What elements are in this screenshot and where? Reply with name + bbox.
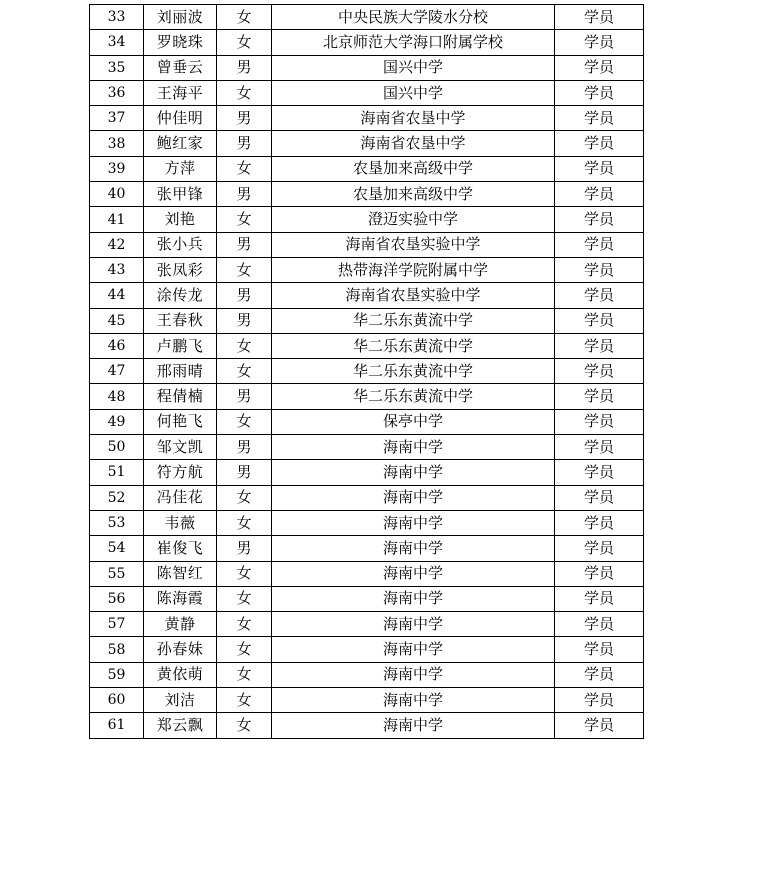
row-number: 40 — [90, 182, 144, 207]
table-row — [90, 106, 644, 131]
table-row — [90, 308, 644, 333]
table-row — [90, 232, 644, 257]
participant-name: 郑云飘 — [144, 713, 217, 738]
participant-gender: 女 — [217, 257, 272, 282]
participant-role: 学员 — [555, 308, 644, 333]
participant-role: 学员 — [555, 106, 644, 131]
row-number: 51 — [90, 460, 144, 485]
participant-name: 曾垂云 — [144, 55, 217, 80]
table-row — [90, 257, 644, 282]
participant-gender: 女 — [217, 586, 272, 611]
participant-school: 海南省农垦实验中学 — [272, 232, 555, 257]
row-number: 44 — [90, 283, 144, 308]
table-row — [90, 688, 644, 713]
participant-school: 海南省农垦中学 — [272, 106, 555, 131]
table-row — [90, 5, 644, 30]
participant-role: 学员 — [555, 384, 644, 409]
participant-name: 崔俊飞 — [144, 536, 217, 561]
participant-name: 王海平 — [144, 80, 217, 105]
participant-gender: 女 — [217, 156, 272, 181]
table-row — [90, 485, 644, 510]
participant-gender: 女 — [217, 612, 272, 637]
participant-gender: 女 — [217, 409, 272, 434]
row-number: 57 — [90, 612, 144, 637]
row-number: 60 — [90, 688, 144, 713]
participant-role: 学员 — [555, 561, 644, 586]
participant-role: 学员 — [555, 131, 644, 156]
row-number: 41 — [90, 207, 144, 232]
row-number: 39 — [90, 156, 144, 181]
participant-school: 华二乐东黄流中学 — [272, 384, 555, 409]
row-number: 55 — [90, 561, 144, 586]
participant-name: 张凤彩 — [144, 257, 217, 282]
row-number: 49 — [90, 409, 144, 434]
participant-role: 学员 — [555, 460, 644, 485]
participant-role: 学员 — [555, 182, 644, 207]
table-row — [90, 30, 644, 55]
participant-name: 陈智红 — [144, 561, 217, 586]
participant-name: 张甲锋 — [144, 182, 217, 207]
row-number: 61 — [90, 713, 144, 738]
table-row — [90, 586, 644, 611]
participant-school: 中央民族大学陵水分校 — [272, 5, 555, 30]
participant-name: 仲佳明 — [144, 106, 217, 131]
row-number: 58 — [90, 637, 144, 662]
row-number: 43 — [90, 257, 144, 282]
participant-gender: 男 — [217, 308, 272, 333]
participant-school: 北京师范大学海口附属学校 — [272, 30, 555, 55]
participant-school: 农垦加来高级中学 — [272, 156, 555, 181]
table-row — [90, 510, 644, 535]
participant-name: 孙春妹 — [144, 637, 217, 662]
participant-gender: 女 — [217, 5, 272, 30]
participant-name: 程倩楠 — [144, 384, 217, 409]
participant-name: 卢鹏飞 — [144, 333, 217, 358]
row-number: 42 — [90, 232, 144, 257]
row-number: 54 — [90, 536, 144, 561]
row-number: 37 — [90, 106, 144, 131]
participant-school: 国兴中学 — [272, 55, 555, 80]
participant-school: 海南中学 — [272, 510, 555, 535]
participant-name: 张小兵 — [144, 232, 217, 257]
participant-school: 海南中学 — [272, 713, 555, 738]
participant-school: 海南中学 — [272, 637, 555, 662]
participant-gender: 女 — [217, 359, 272, 384]
participant-role: 学员 — [555, 510, 644, 535]
participant-name: 何艳飞 — [144, 409, 217, 434]
participant-role: 学员 — [555, 713, 644, 738]
participant-gender: 男 — [217, 182, 272, 207]
participant-name: 刘洁 — [144, 688, 217, 713]
participant-role: 学员 — [555, 662, 644, 687]
table-row — [90, 207, 644, 232]
participant-school: 华二乐东黄流中学 — [272, 359, 555, 384]
participant-name: 刘艳 — [144, 207, 217, 232]
participant-school: 海南中学 — [272, 460, 555, 485]
participant-gender: 女 — [217, 688, 272, 713]
participant-gender: 女 — [217, 637, 272, 662]
table-row — [90, 55, 644, 80]
participant-name: 方萍 — [144, 156, 217, 181]
participant-gender: 女 — [217, 30, 272, 55]
participant-name: 罗晓珠 — [144, 30, 217, 55]
participant-school: 海南中学 — [272, 688, 555, 713]
table-row — [90, 359, 644, 384]
row-number: 52 — [90, 485, 144, 510]
participant-role: 学员 — [555, 485, 644, 510]
row-number: 46 — [90, 333, 144, 358]
participant-name: 黄依萌 — [144, 662, 217, 687]
participant-school: 热带海洋学院附属中学 — [272, 257, 555, 282]
participant-role: 学员 — [555, 156, 644, 181]
table-row — [90, 283, 644, 308]
participant-gender: 女 — [217, 80, 272, 105]
participant-school: 海南中学 — [272, 435, 555, 460]
participant-gender: 女 — [217, 207, 272, 232]
participant-name: 符方航 — [144, 460, 217, 485]
participant-gender: 男 — [217, 106, 272, 131]
participant-gender: 男 — [217, 435, 272, 460]
row-number: 36 — [90, 80, 144, 105]
table-row — [90, 384, 644, 409]
participant-role: 学员 — [555, 55, 644, 80]
participant-role: 学员 — [555, 333, 644, 358]
participant-name: 刘丽波 — [144, 5, 217, 30]
row-number: 34 — [90, 30, 144, 55]
table-row — [90, 409, 644, 434]
participant-school: 华二乐东黄流中学 — [272, 308, 555, 333]
row-number: 50 — [90, 435, 144, 460]
participant-role: 学员 — [555, 232, 644, 257]
participant-role: 学员 — [555, 257, 644, 282]
table-row — [90, 662, 644, 687]
row-number: 56 — [90, 586, 144, 611]
row-number: 48 — [90, 384, 144, 409]
table-row — [90, 536, 644, 561]
participant-gender: 男 — [217, 283, 272, 308]
table-row — [90, 131, 644, 156]
row-number: 45 — [90, 308, 144, 333]
participant-school: 国兴中学 — [272, 80, 555, 105]
participant-role: 学员 — [555, 5, 644, 30]
participant-gender: 女 — [217, 485, 272, 510]
participant-name: 黄静 — [144, 612, 217, 637]
table-row — [90, 435, 644, 460]
table-row — [90, 637, 644, 662]
participant-name: 陈海霞 — [144, 586, 217, 611]
table-row — [90, 182, 644, 207]
participant-role: 学员 — [555, 207, 644, 232]
roster-table — [89, 4, 644, 739]
row-number: 38 — [90, 131, 144, 156]
roster-body — [90, 5, 644, 739]
table-row — [90, 333, 644, 358]
table-row — [90, 561, 644, 586]
table-row — [90, 460, 644, 485]
row-number: 35 — [90, 55, 144, 80]
participant-school: 海南中学 — [272, 561, 555, 586]
participant-role: 学员 — [555, 409, 644, 434]
participant-role: 学员 — [555, 80, 644, 105]
participant-role: 学员 — [555, 688, 644, 713]
row-number: 33 — [90, 5, 144, 30]
participant-gender: 女 — [217, 333, 272, 358]
table-row — [90, 713, 644, 738]
participant-gender: 女 — [217, 662, 272, 687]
participant-school: 保亭中学 — [272, 409, 555, 434]
participant-name: 涂传龙 — [144, 283, 217, 308]
participant-gender: 女 — [217, 510, 272, 535]
participant-role: 学员 — [555, 359, 644, 384]
participant-school: 农垦加来高级中学 — [272, 182, 555, 207]
participant-role: 学员 — [555, 586, 644, 611]
participant-role: 学员 — [555, 612, 644, 637]
participant-name: 王春秋 — [144, 308, 217, 333]
participant-name: 韦薇 — [144, 510, 217, 535]
row-number: 47 — [90, 359, 144, 384]
participant-name: 邹文凯 — [144, 435, 217, 460]
row-number: 53 — [90, 510, 144, 535]
participant-school: 海南省农垦实验中学 — [272, 283, 555, 308]
participant-gender: 女 — [217, 561, 272, 586]
participant-role: 学员 — [555, 536, 644, 561]
participant-role: 学员 — [555, 283, 644, 308]
participant-name: 冯佳花 — [144, 485, 217, 510]
participant-school: 海南中学 — [272, 612, 555, 637]
participant-gender: 男 — [217, 460, 272, 485]
participant-gender: 男 — [217, 55, 272, 80]
participant-school: 澄迈实验中学 — [272, 207, 555, 232]
participant-school: 海南中学 — [272, 536, 555, 561]
participant-gender: 女 — [217, 713, 272, 738]
table-row — [90, 612, 644, 637]
participant-gender: 男 — [217, 384, 272, 409]
participant-role: 学员 — [555, 435, 644, 460]
participant-school: 海南中学 — [272, 662, 555, 687]
participant-gender: 男 — [217, 536, 272, 561]
participant-name: 邢雨晴 — [144, 359, 217, 384]
participant-gender: 男 — [217, 232, 272, 257]
participant-name: 鲍红家 — [144, 131, 217, 156]
table-row — [90, 80, 644, 105]
participant-gender: 男 — [217, 131, 272, 156]
participant-school: 海南省农垦中学 — [272, 131, 555, 156]
participant-school: 海南中学 — [272, 586, 555, 611]
participant-role: 学员 — [555, 30, 644, 55]
row-number: 59 — [90, 662, 144, 687]
participant-role: 学员 — [555, 637, 644, 662]
participant-school: 海南中学 — [272, 485, 555, 510]
participant-school: 华二乐东黄流中学 — [272, 333, 555, 358]
table-row — [90, 156, 644, 181]
